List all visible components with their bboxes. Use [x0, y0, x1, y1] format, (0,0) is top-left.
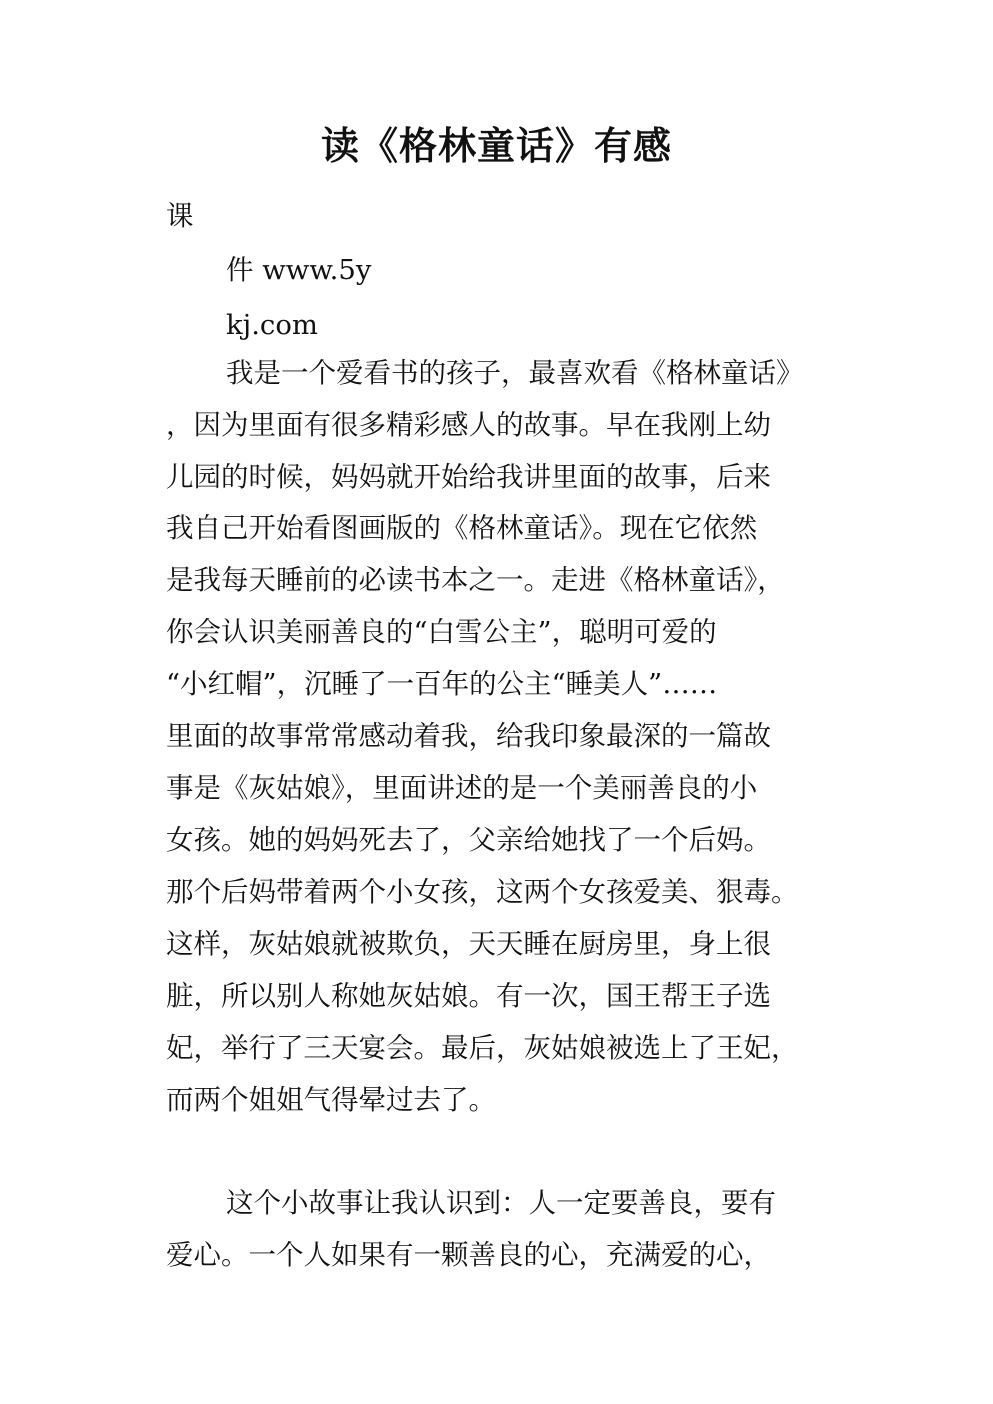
text-line: ，因为里面有很多精彩感人的故事。早在我刚上幼	[166, 409, 771, 441]
text-line: 事是《灰姑娘》，里面讲述的是一个美丽善良的小	[166, 772, 758, 804]
text-line: 我自己开始看图画版的《格林童话》。现在它依然	[166, 512, 758, 544]
text-line: 这样，灰姑娘就被欺负，天天睡在厨房里，身上很	[166, 928, 771, 960]
text-line: 我是一个爱看书的孩子，最喜欢看《格林童话》	[226, 357, 804, 389]
text-line: 这个小故事让我认识到：人一定要善良，要有	[226, 1187, 776, 1219]
text-line: 里面的故事常常感动着我，给我印象最深的一篇故	[166, 720, 771, 752]
text-line: “小红帽”，沉睡了一百年的公主“睡美人”……	[166, 668, 718, 700]
page-title: 读《格林童话》有感	[320, 124, 672, 168]
text-line: 爱心。一个人如果有一颗善良的心，充满爱的心，	[166, 1239, 771, 1271]
text-line: 是我每天睡前的必读书本之一。走进《格林童话》，	[166, 564, 785, 596]
text-line: 件 www.5y	[226, 254, 372, 286]
text-line: 课	[166, 200, 194, 232]
text-line: 而两个姐姐气得晕过去了。	[166, 1084, 496, 1116]
text-line: 儿园的时候，妈妈就开始给我讲里面的故事，后来	[166, 461, 771, 493]
text-line: kj.com	[226, 309, 318, 341]
text-line: 脏，所以别人称她灰姑娘。有一次，国王帮王子选	[166, 980, 771, 1012]
text-line: 女孩。她的妈妈死去了，父亲给她找了一个后妈。	[166, 824, 771, 856]
text-line: 你会认识美丽善良的“白雪公主”，聪明可爱的	[166, 616, 717, 648]
text-line: 妃，举行了三天宴会。最后，灰姑娘被选上了王妃，	[166, 1032, 799, 1064]
text-line: 那个后妈带着两个小女孩，这两个女孩爱美、狠毒。	[166, 876, 799, 908]
